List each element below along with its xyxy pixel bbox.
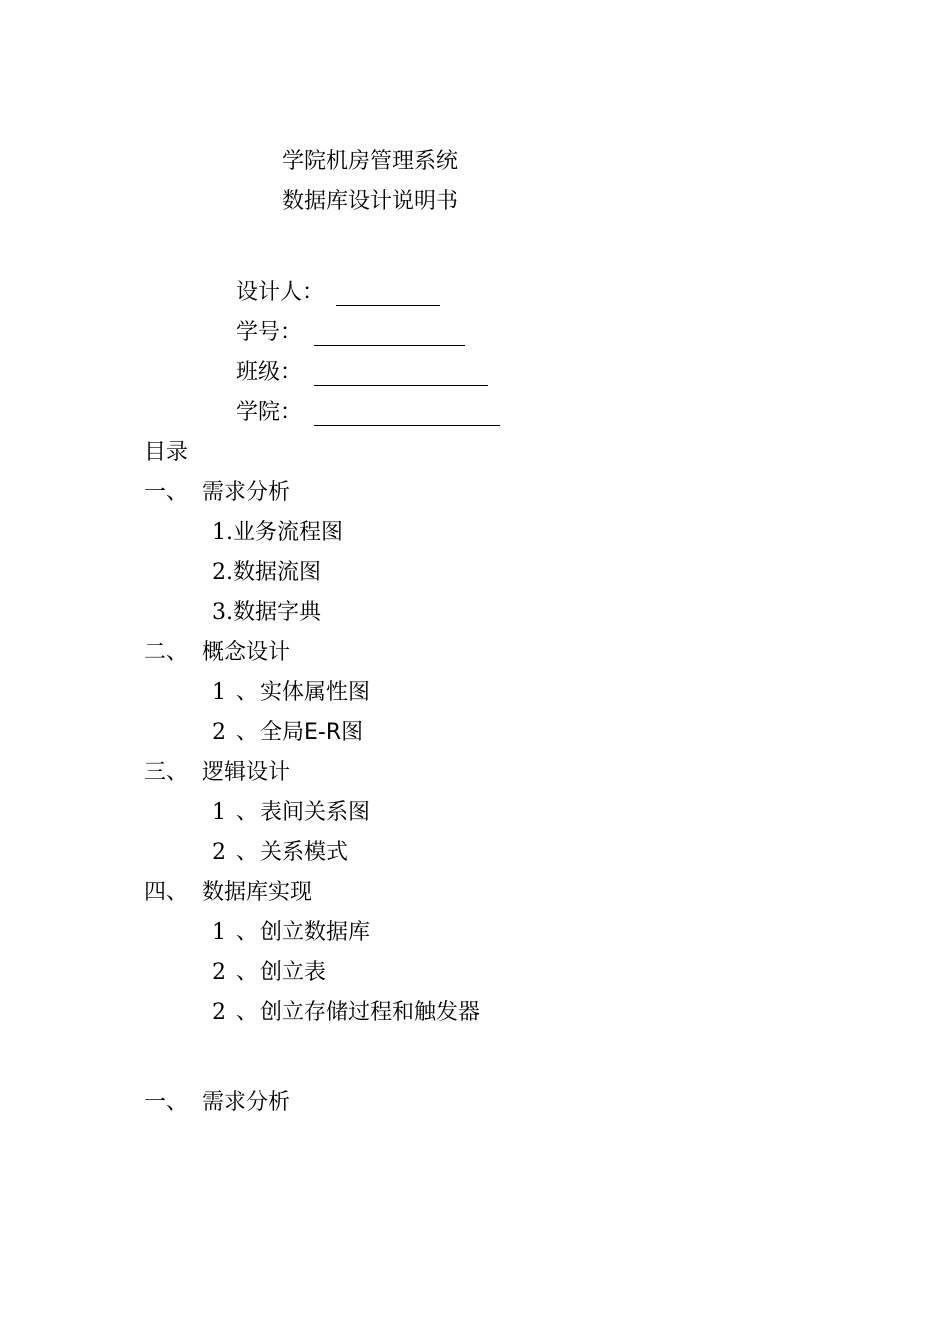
toc-section-2-title: 概念设计: [202, 640, 291, 665]
toc-item-title: 关系模式: [260, 840, 349, 865]
designer-blank-line: [336, 285, 440, 306]
class-blank-line: [314, 365, 488, 386]
toc-item-title: 实体属性图: [260, 680, 371, 705]
toc-item-number: 3.: [212, 600, 233, 625]
toc-section-3-title: 逻辑设计: [202, 760, 291, 785]
toc-section-3-number: 三、: [144, 760, 189, 785]
toc-item-mark: 、: [236, 720, 259, 745]
toc-item-number: 2: [212, 720, 226, 745]
toc-item: [212, 1000, 480, 1026]
body-heading-number: 一、: [144, 1090, 189, 1115]
toc-item-number: 1: [212, 680, 226, 705]
class-label: 班级：: [236, 360, 303, 385]
document-title-line1: 学院机房管理系统: [282, 149, 459, 174]
toc-item: [212, 840, 348, 866]
toc-item-mark: 、: [236, 960, 259, 985]
toc-item-title: 业务流程图: [233, 520, 344, 545]
toc-item: [212, 680, 370, 706]
toc-item: [212, 720, 363, 746]
toc-item-number: 2: [212, 1000, 226, 1025]
toc-heading: 目录: [144, 440, 189, 465]
body-heading-title: 需求分析: [202, 1090, 291, 1115]
toc-item-number: 2.: [212, 560, 233, 585]
toc-item-mark: 、: [236, 800, 259, 825]
student-id-blank-line: [314, 325, 465, 346]
designer-label: 设计人：: [236, 280, 325, 305]
toc-item-mark: 、: [236, 1000, 259, 1025]
toc-section-2-number: 二、: [144, 640, 189, 665]
toc-section-1-number: 一、: [144, 480, 189, 505]
toc-item-title: 全局E-R图: [260, 720, 364, 745]
toc-item-title: 创立数据库: [260, 920, 371, 945]
toc-item-number: 2: [212, 840, 226, 865]
toc-section-4-title: 数据库实现: [202, 880, 313, 905]
toc-item: [212, 920, 370, 946]
college-label: 学院：: [236, 400, 303, 425]
toc-item-number: 2: [212, 960, 226, 985]
toc-item-number: 1.: [212, 520, 233, 545]
toc-item-title: 创立存储过程和触发器: [260, 1000, 481, 1025]
toc-item-title: 创立表: [260, 960, 327, 985]
student-id-label: 学号：: [236, 320, 303, 345]
college-blank-line: [314, 405, 500, 426]
toc-item: [212, 560, 321, 586]
toc-item-title: 表间关系图: [260, 800, 371, 825]
toc-item: [212, 520, 343, 546]
document-title-line2: 数据库设计说明书: [282, 189, 459, 214]
toc-section-4-number: 四、: [144, 880, 189, 905]
toc-item-mark: 、: [236, 680, 259, 705]
designer-field: [236, 280, 440, 306]
college-field: [236, 400, 500, 426]
toc-item-mark: 、: [236, 920, 259, 945]
toc-item: [212, 600, 321, 626]
toc-item-number: 1: [212, 920, 226, 945]
toc-item: [212, 800, 370, 826]
toc-item-title: 数据流图: [233, 560, 322, 585]
student-id-field: [236, 320, 465, 346]
toc-section-1-title: 需求分析: [202, 480, 291, 505]
toc-item-title: 数据字典: [233, 600, 322, 625]
toc-item-number: 1: [212, 800, 226, 825]
class-field: [236, 360, 488, 386]
toc-item: [212, 960, 326, 986]
toc-item-mark: 、: [236, 840, 259, 865]
